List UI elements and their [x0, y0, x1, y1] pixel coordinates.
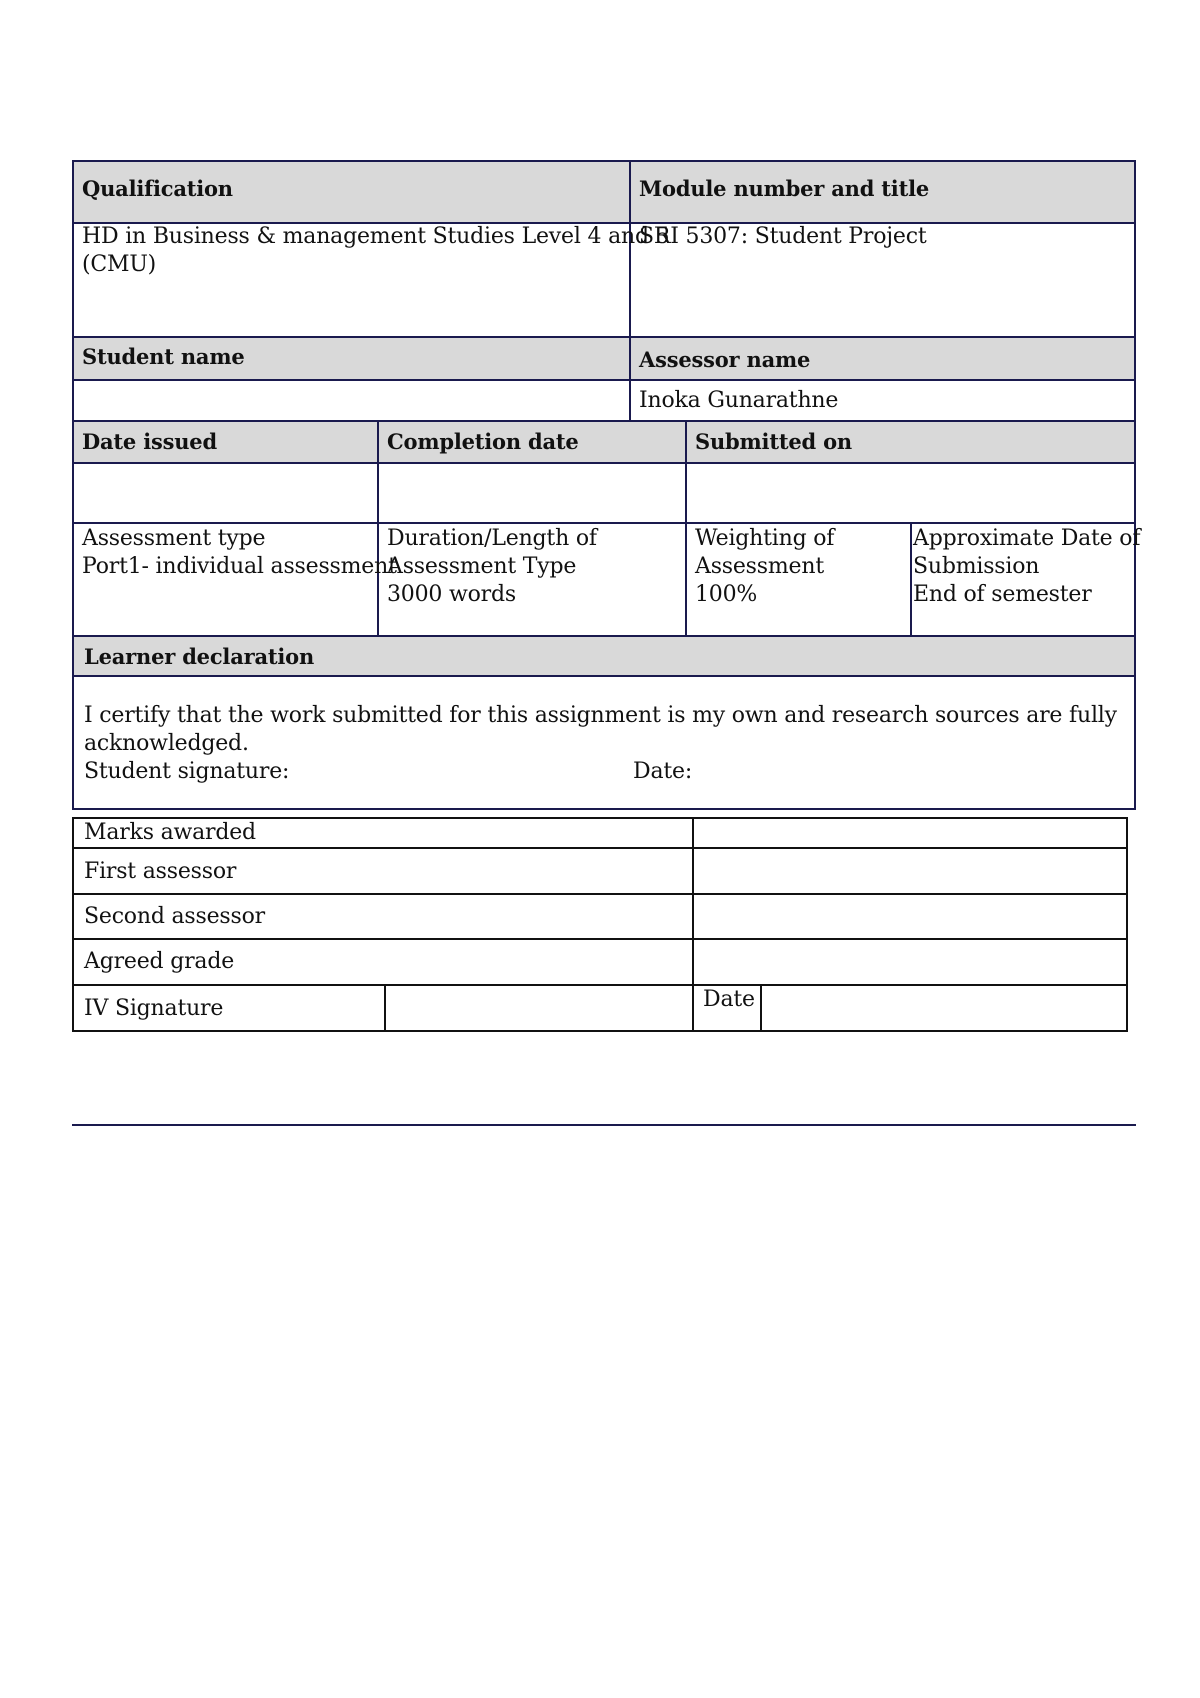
- declaration-text-cont: acknowledged.: [84, 731, 249, 756]
- date-issued-field[interactable]: [76, 466, 374, 518]
- rule: [72, 893, 1128, 895]
- duration-label-cont: Assessment Type: [387, 554, 577, 579]
- iv-date-field[interactable]: [764, 987, 1124, 1028]
- rule: [72, 462, 1136, 464]
- student-signature-field[interactable]: [270, 756, 620, 788]
- page-divider: [72, 1124, 1136, 1126]
- assessment-type-value: Port1- individual assessment: [82, 554, 397, 579]
- rule: [72, 160, 74, 810]
- assessment-type-label: Assessment type: [82, 526, 266, 551]
- completion-date-label: Completion date: [387, 429, 579, 454]
- duration-label: Duration/Length of: [387, 526, 597, 551]
- qualification-value: HD in Business & management Studies Level 4 and 5: [82, 224, 670, 249]
- dates-header-row: [72, 421, 1134, 462]
- rule: [72, 420, 1136, 422]
- submitted-on-field[interactable]: [689, 466, 1131, 518]
- second-assessor-label: Second assessor: [84, 904, 265, 929]
- rule: [72, 938, 1128, 940]
- first-assessor-label: First assessor: [84, 859, 237, 884]
- duration-value: 3000 words: [387, 582, 516, 607]
- rule: [692, 817, 694, 1032]
- rule: [72, 817, 74, 1032]
- weighting-label-cont: Assessment: [695, 554, 824, 579]
- weighting-value: 100%: [695, 582, 758, 607]
- iv-date-label: Date: [703, 987, 755, 1012]
- rule: [72, 160, 1136, 162]
- rule: [1126, 817, 1128, 1032]
- rule: [910, 522, 912, 636]
- rule: [685, 420, 687, 636]
- declaration-text: I certify that the work submitted for this assignment is my own and research sources are fully: [84, 703, 1117, 728]
- rule: [72, 984, 1128, 986]
- module-label: Module number and title: [639, 176, 930, 201]
- completion-date-field[interactable]: [381, 466, 682, 518]
- rule: [629, 160, 631, 421]
- declaration-date-label: Date:: [633, 759, 693, 784]
- first-assessor-field[interactable]: [696, 850, 1124, 891]
- rule: [72, 847, 1128, 849]
- qualification-value-cont: (CMU): [82, 252, 157, 277]
- second-assessor-field[interactable]: [696, 896, 1124, 936]
- declaration-label: Learner declaration: [84, 644, 315, 669]
- weighting-label: Weighting of: [695, 526, 835, 551]
- rule: [72, 522, 1136, 524]
- approx-date-label: Approximate Date of: [913, 526, 1141, 551]
- rule: [72, 675, 1136, 677]
- rule: [72, 336, 1136, 338]
- student-signature-label: Student signature:: [84, 759, 290, 784]
- marks-awarded-label: Marks awarded: [84, 820, 256, 845]
- submitted-on-label: Submitted on: [695, 429, 852, 454]
- assessor-name-value: Inoka Gunarathne: [639, 388, 839, 413]
- iv-signature-field[interactable]: [388, 987, 690, 1028]
- rule: [72, 379, 1136, 381]
- date-issued-label: Date issued: [82, 429, 217, 454]
- agreed-grade-field[interactable]: [696, 941, 1124, 982]
- marks-awarded-field[interactable]: [696, 820, 1124, 845]
- module-value: SRI 5307: Student Project: [639, 224, 927, 249]
- iv-signature-label: IV Signature: [84, 996, 224, 1021]
- approx-date-label-cont: Submission: [913, 554, 1040, 579]
- approx-date-value: End of semester: [913, 582, 1092, 607]
- declaration-date-field[interactable]: [694, 756, 1114, 788]
- rule: [72, 808, 1136, 810]
- qualification-label: Qualification: [82, 176, 233, 201]
- rule: [72, 1030, 1128, 1032]
- rule: [377, 420, 379, 636]
- assessor-name-label: Assessor name: [639, 347, 811, 372]
- student-name-label: Student name: [82, 344, 245, 369]
- rule: [72, 635, 1136, 637]
- rule: [1134, 160, 1136, 810]
- rule: [384, 984, 386, 1031]
- agreed-grade-label: Agreed grade: [84, 949, 235, 974]
- rule: [760, 984, 762, 1031]
